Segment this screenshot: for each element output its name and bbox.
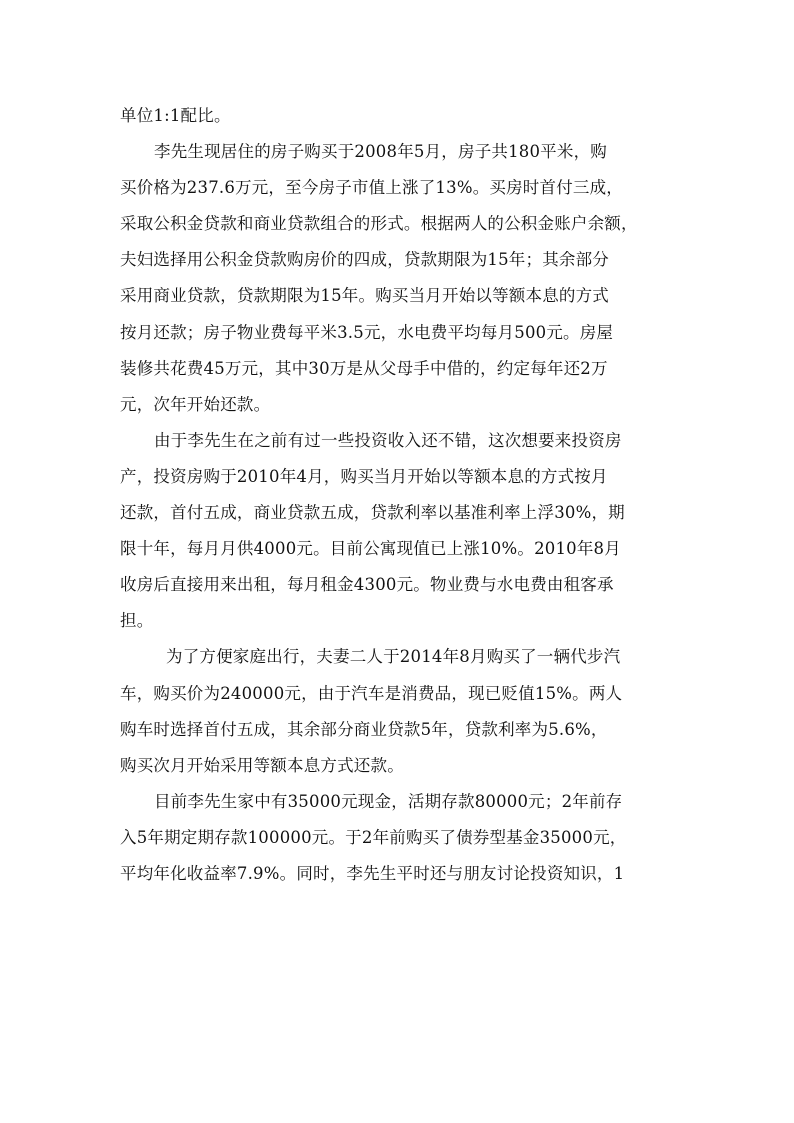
- paragraph-house-line-8: 元，次年开始还款。: [120, 394, 271, 414]
- paragraph-car-line-2: 车，购买价为240000元，由于汽车是消费品，现已贬值15%。两人: [120, 683, 623, 703]
- paragraph-savings-line-1: 目前李先生家中有35000元现金，活期存款80000元；2年前存: [154, 791, 623, 811]
- paragraph-house-line-6: 按月还款；房子物业费每平米3.5元，水电费平均每月500元。房屋: [120, 322, 614, 342]
- paragraph-car-line-4: 购买次月开始采用等额本息方式还款。: [120, 755, 404, 775]
- paragraph-investment-line-2: 产，投资房购于2010年4月，购买当月开始以等额本息的方式按月: [120, 466, 608, 486]
- paragraph-house-line-4: 夫妇选择用公积金贷款购房价的四成，贷款期限为15年；其余部分: [120, 250, 609, 270]
- paragraph-investment-line-5: 收房后直接用来出租，每月租金4300元。物业费与水电费由租客承: [120, 575, 614, 595]
- paragraph-investment-line-3: 还款，首付五成，商业贷款五成，贷款利率以基准利率上浮30%，期: [120, 503, 625, 523]
- paragraph-house-line-1: 李先生现居住的房子购买于2008年5月，房子共180平米，购: [154, 142, 607, 162]
- paragraph-car-line-3: 购车时选择首付五成，其余部分商业贷款5年，贷款利率为5.6%，: [120, 719, 608, 739]
- text-line-1: 单位1:1配比。: [120, 106, 231, 125]
- paragraph-car-line-1: 为了方便家庭出行，夫妻二人于2014年8月购买了一辆代步汽: [166, 647, 621, 667]
- paragraph-savings-line-3: 平均年化收益率7.9%。同时，李先生平时还与朋友讨论投资知识，1: [120, 863, 625, 883]
- document-body: [120, 98, 680, 892]
- paragraph-house-line-5: 采用商业贷款，贷款期限为15年。购买当月开始以等额本息的方式: [120, 286, 609, 306]
- paragraph-house-line-7: 装修共花费45万元，其中30万是从父母手中借的，约定每年还2万: [120, 358, 608, 378]
- paragraph-savings-line-2: 入5年期定期存款100000元。于2年前购买了债券型基金35000元，: [120, 827, 627, 847]
- paragraph-investment-line-4: 限十年，每月月供4000元。目前公寓现值已上涨10%。2010年8月: [120, 539, 621, 559]
- paragraph-house-line-3: 采取公积金贷款和商业贷款组合的形式。根据两人的公积金账户余额，: [120, 214, 638, 234]
- paragraph-investment-line-6: 担。: [120, 611, 154, 631]
- paragraph-house-line-2: 买价格为237.6万元，至今房子市值上涨了13%。买房时首付三成，: [120, 178, 624, 198]
- paragraph-investment-line-1: 由于李先生在之前有过一些投资收入还不错，这次想要来投资房: [154, 430, 622, 450]
